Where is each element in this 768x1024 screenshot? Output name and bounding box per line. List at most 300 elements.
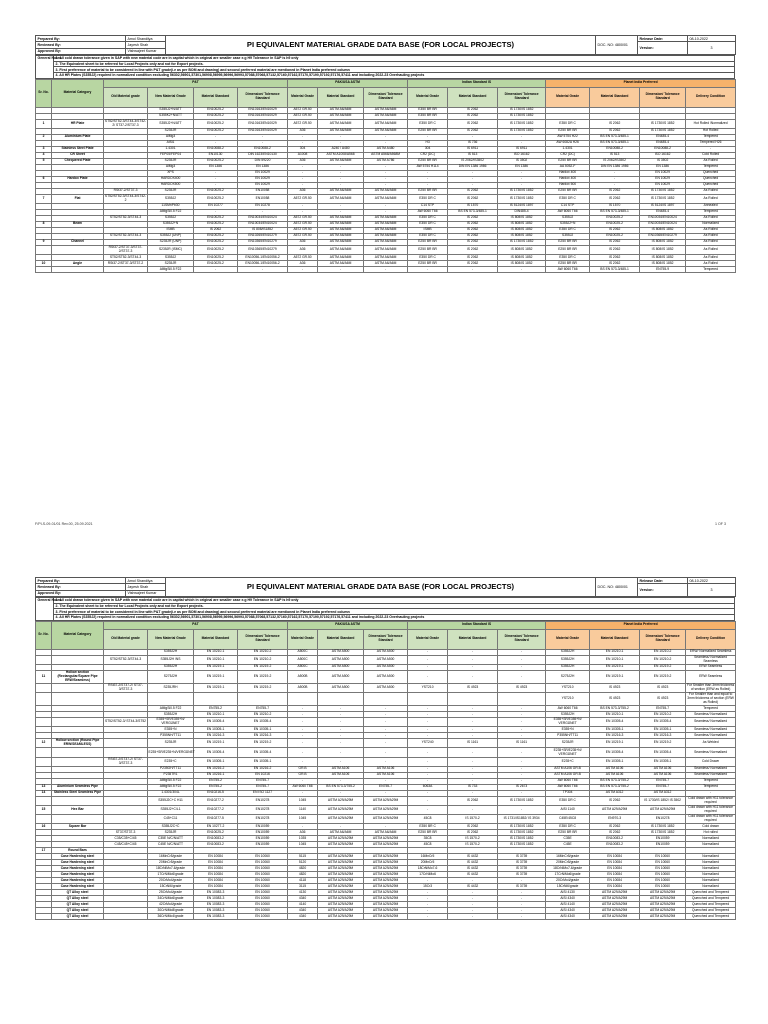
cell-delivery-condition: Hot rolled (686, 830, 736, 836)
cell-new-grade: 30CrNiMo8/grade (148, 908, 194, 914)
cell-astm-dim: ASTM A6/A6M (364, 233, 408, 239)
cell-astm-standard: ASTM A29/A29M (318, 842, 364, 848)
cell-dim-tolerance: EN755-7 (238, 706, 288, 712)
cell-astm-grade: A36 (288, 830, 318, 836)
release-date-label: Release Date: (638, 36, 688, 42)
note-2: 2. The Equivalent sheet to be referred for Local Projects only and not for Export projects. (54, 603, 735, 609)
cell-new-grade: S235JR (ISMC) (148, 245, 194, 254)
cell-new-grade: AlMgSi0.5 F22 (148, 778, 194, 784)
cell-category (52, 693, 104, 706)
cell-category (52, 748, 104, 757)
cell-pil-standard: EN 10219-1 (590, 664, 640, 670)
cell-is-standard: IS 2062 (448, 194, 498, 203)
cell-is-grade: - (408, 878, 448, 884)
release-date-value: 08-10-2022 (688, 36, 736, 42)
cell-material-standard: EN10025-2 (194, 113, 238, 119)
cell-is-dim: IS 3502 (498, 158, 546, 164)
cell-new-grade: S355J2+C/L1 (148, 806, 194, 815)
cell-pil-dim: EN 10029 (640, 176, 686, 182)
cell-old-grade (104, 815, 148, 824)
cell-is-dim: - (498, 727, 546, 733)
cell-is-standard: - (448, 267, 498, 273)
col-is-dim: Dimension/ Tolerance Standard (498, 629, 546, 649)
cell-delivery-condition: Tempered (686, 778, 736, 784)
cell-is-grade: E250 BR BR (408, 239, 448, 245)
cell-is-standard: IS 2062 (448, 245, 498, 254)
cell-sr-no (36, 683, 52, 692)
cell-astm-grade: - (288, 712, 318, 718)
cell-sr-no: 5 (36, 158, 52, 164)
cell-sr-no: 8 (36, 221, 52, 227)
cell-pil-standard: IS 4923 (590, 683, 640, 692)
cell-is-standard: IS 1570-2 (448, 842, 498, 848)
cell-astm-standard: BS EN 573-3/755-2 (318, 784, 364, 790)
cell-astm-dim: - (364, 209, 408, 215)
cell-pil-dim: EN 10219-2 (640, 739, 686, 748)
cell-pil-grade: Hardox 400 (546, 170, 590, 176)
cell-astm-dim: ASTM A29/A29M (364, 854, 408, 860)
cell-material-standard: EN10025-2 (194, 239, 238, 245)
cell-new-grade: S355J2+N/ATT (148, 119, 194, 128)
cell-pil-standard: EN 10084 (590, 872, 640, 878)
cell-is-standard: IS 2062 (448, 239, 498, 245)
cell-sr-no: 9 (36, 239, 52, 245)
cell-category: Stainless Steel Plate (52, 146, 104, 152)
table-row (36, 748, 736, 757)
col-delivery: Delivery Condition (686, 87, 736, 107)
cell-dim-tolerance: EN10365/EN10279 (238, 245, 288, 254)
cell-astm-grade: - (288, 824, 318, 830)
cell-astm-standard: ASTM A6/A6M (318, 233, 364, 239)
cell-is-standard: IS 2062 (448, 796, 498, 805)
version-label: Version: (638, 584, 688, 597)
cell-new-grade: 25CrMo4/grade (148, 890, 194, 896)
cell-pil-standard: ASTM A29/A29M (590, 896, 640, 902)
cell-old-grade: RSt37-2/ST37-3/ST37-2 (104, 261, 148, 267)
cell-is-dim: - (498, 748, 546, 757)
cell-pil-standard: EN 10305-1 (590, 757, 640, 766)
cell-astm-standard: A240 / A480 (318, 146, 364, 152)
col-pil-dim: Dimension/ Tolerance Standard (640, 629, 686, 649)
cell-delivery-condition: Seamless/ Normalized (686, 772, 736, 778)
cell-material-standard: EN755-2 (194, 706, 238, 712)
cell-astm-grade: - (288, 733, 318, 739)
cell-is-grade: - (408, 796, 448, 805)
cell-astm-grade: 3115 (288, 884, 318, 890)
prepared-by-label: Prepared By: (36, 36, 126, 42)
cell-is-grade: E250 BR BR (408, 245, 448, 254)
cell-category: Angle (52, 261, 104, 267)
cell-dim-tolerance: EN 10060 (238, 896, 288, 902)
cell-astm-grade: A36 (288, 158, 318, 164)
cell-dim-tolerance: EN 10210-2 (238, 655, 288, 664)
cell-new-grade: S235JRH (148, 683, 194, 692)
cell-category: Hollow section (Rectangular/Square Pipe ERW/Seamless) (52, 670, 104, 683)
cell-pil-dim: EN755-7 (640, 706, 686, 712)
cell-astm-grade: A36 (288, 245, 318, 254)
cell-delivery-condition: Normalized (686, 872, 736, 878)
cell-old-grade: ST52/ST52-3/ST44-3 (104, 255, 148, 261)
cell-dim-tolerance: - (238, 267, 288, 273)
cell-pil-standard: BS EN 573-3/485-1 (590, 134, 640, 140)
table-row (36, 670, 736, 683)
cell-astm-standard: ASTM A500 (318, 664, 364, 670)
cell-is-dim: IS 1730/IS 1852 (498, 128, 546, 134)
col-is-standard: Material Standard (448, 629, 498, 649)
cell-delivery-condition: Seamless/ Normalized (686, 733, 736, 739)
cell-is-standard: IS 6911 (448, 146, 498, 152)
cell-astm-standard: - (318, 176, 364, 182)
cell-is-standard: IS 2062/IS3502 (448, 158, 498, 164)
cell-astm-standard: - (318, 790, 364, 796)
col-sr-no: Sr. No. (36, 621, 52, 649)
cell-astm-standard: ASTM A29/A29M (318, 884, 364, 890)
cell-new-grade: S355J2C+C H11 (148, 796, 194, 805)
note-1: 1. All cold drawn tolerance given in SAP with new material code are in capital which in original are smaller case e.g H9 Tolerance in SAP is h9 only (54, 56, 735, 62)
cell-material-standard: - (194, 182, 238, 188)
cell-pil-grade: E350 DR C (546, 796, 590, 805)
group-is: Indian Standard IS (408, 621, 546, 629)
table-row (36, 739, 736, 748)
cell-category: Chequered Plate (52, 158, 104, 164)
cell-is-grade: E250 BR BR (408, 830, 448, 836)
cell-astm-dim: ASTM A29/A29M (364, 872, 408, 878)
cell-pil-standard: EN970-3 (590, 815, 640, 824)
cell-astm-grade: A500B (288, 683, 318, 692)
cell-astm-grade: A572 GR.50 (288, 107, 318, 113)
cell-pil-grade: AISI 4340 (546, 914, 590, 920)
cell-pil-grade: AISI 4130 (546, 890, 590, 896)
cell-delivery-condition: - (686, 790, 736, 796)
cell-new-grade: 18CrNiMo7-6/grade (148, 866, 194, 872)
cell-is-grade: E350 DR C (408, 221, 448, 227)
cell-is-dim (498, 693, 546, 706)
cell-is-dim: IS 1730/IS 1852 (498, 113, 546, 119)
cell-astm-standard: ASTM A6/A6M (318, 239, 364, 245)
cell-material-standard: EN10216-5 (194, 790, 238, 796)
note-4: 4. All HR Plates (S355J2) required in normalized condition excluding 56302,56901,57301,56908,56995,56996,56993,57088,57068,57132,57160,57162,57170,57190,57192,57176,57411 and including 2022-23 Overhauling projects (54, 614, 735, 620)
note-2: 2. The Equivalent sheet to be referred for Local Projects only and not for Export projects. (54, 61, 735, 67)
cell-material-standard: EN 10216-1 (194, 772, 238, 778)
cell-category: QT Alloy steel (52, 902, 104, 908)
cell-pil-standard: EN 10216-3 (590, 733, 640, 739)
cell-new-grade: 11SMnPb30 (148, 203, 194, 209)
cell-delivery-condition: As Rolled (686, 194, 736, 203)
col-material-category: Material Category (52, 621, 104, 649)
cell-is-grade: E250 BR BR (408, 128, 448, 134)
cell-pil-dim: EN755-7 (640, 778, 686, 784)
cell-astm-grade: A500C (288, 664, 318, 670)
cell-is-dim: IS 4923 (498, 683, 546, 692)
cell-pil-standard: IS 2062 (590, 255, 640, 261)
cell-astm-standard: ASTM A29/A29M (318, 860, 364, 866)
cell-is-dim: IS 2673 (498, 784, 546, 790)
cell-new-grade: S355J2 (148, 194, 194, 203)
cell-astm-grade: - (288, 164, 318, 170)
cell-pil-standard: EN10088-2 (590, 146, 640, 152)
cell-pil-dim: EN 10060 (640, 884, 686, 890)
cell-astm-standard: ASTM A6/A6M (318, 261, 364, 267)
cell-astm-standard: - (318, 727, 364, 733)
cell-astm-grade: A572 GR.50 (288, 194, 318, 203)
cell-pil-standard: EN 10210-1 (590, 649, 640, 655)
cell-delivery-condition: As Rolled (686, 188, 736, 194)
cell-sr-no: 17 (36, 848, 52, 854)
cell-category: QT Alloy steel (52, 908, 104, 914)
cell-category: Case Hardening steel (52, 866, 104, 872)
cell-is-standard: - (448, 914, 498, 920)
cell-category: Flat (52, 194, 104, 203)
cell-is-dim: IS 808/IS 1852 (498, 261, 546, 267)
cell-astm-dim: - (364, 727, 408, 733)
cell-pil-grade: E250 BR BR (546, 158, 590, 164)
cell-new-grade: 42CrMo4/grade (148, 902, 194, 908)
cell-material-standard: EN10277-5 (194, 815, 238, 824)
cell-material-standard: - (194, 134, 238, 140)
cell-pil-grade: E350 DR C (546, 119, 590, 128)
table-row (36, 267, 736, 273)
cell-is-standard: - (448, 766, 498, 772)
cell-dim-tolerance: EN10056-1/EN10056-2 (238, 255, 288, 261)
cell-astm-grade: - (288, 182, 318, 188)
cell-is-grade: - (408, 733, 448, 739)
cell-material-standard: EN 10216-3 (194, 733, 238, 739)
cell-dim-tolerance: EN10365/EN10279 (238, 239, 288, 245)
cell-old-grade: ST52/ST52-3/ ST44-3/ST52 (104, 718, 148, 727)
cell-is-dim: - (498, 134, 546, 140)
cell-new-grade: AlMg3 (148, 164, 194, 170)
cell-astm-grade: A36 (288, 188, 318, 194)
cell-is-standard: IS 1570-2 (448, 836, 498, 842)
cell-pil-standard: EN 10219-1 (590, 739, 640, 748)
cell-astm-standard: ASTM A29/A29M (318, 815, 364, 824)
cell-sr-no (36, 796, 52, 805)
cell-delivery-condition: Tempered (686, 784, 736, 790)
cell-pil-dim: EN485-4 (640, 134, 686, 140)
cell-astm-standard: ASTM A500 (318, 649, 364, 655)
cell-astm-standard: - (318, 170, 364, 176)
cell-astm-dim: ASTM A6/A6M (364, 119, 408, 128)
cell-dim-tolerance: EN 10060 (238, 884, 288, 890)
cell-astm-standard: - (318, 209, 364, 215)
cell-new-grade: S355J2H /NS (148, 655, 194, 664)
cell-is-dim: - (498, 772, 546, 778)
cell-new-grade: 1.4301 (148, 146, 194, 152)
cell-is-dim: IS 808/IS 1852 (498, 215, 546, 221)
cell-sr-no: 16 (36, 824, 52, 830)
cell-dim-tolerance: EN10059 (238, 824, 288, 830)
cell-astm-grade: AW 6060 T66 (288, 784, 318, 790)
cell-new-grade: FEP05/FEP04 (148, 152, 194, 158)
cell-is-grade: 20MnCr5 (408, 860, 448, 866)
cell-delivery-condition: Seamless/ Normalized (686, 712, 736, 718)
cell-material-standard: EN 10084 (194, 860, 238, 866)
cell-new-grade: P235GH/TT11 (148, 766, 194, 772)
cell-astm-standard: - (318, 718, 364, 727)
cell-old-grade: ST52/ST52-3/ST44-3/ST42-2/ ST37-2/ST37-3 (104, 118, 147, 127)
cell-astm-dim: ASTM A29/A29M (364, 815, 408, 824)
cell-pil-grade: E350 DR C (546, 194, 590, 203)
cell-dim-tolerance: EN 10305-1 (238, 757, 288, 766)
cell-dim-tolerance: EN 10305-4 (238, 718, 288, 727)
cell-astm-dim: ASTM A29/A29M (364, 890, 408, 896)
cell-pil-grade: S275J2H (546, 670, 590, 683)
cell-pil-dim: ASTM A106 (640, 772, 686, 778)
cell-astm-standard: ASTM A6/A6M (318, 158, 364, 164)
cell-material-standard: EN10025-2 (194, 221, 238, 227)
cell-material-standard: EN 10216-2 (194, 766, 238, 772)
version-label: Version: (638, 42, 688, 55)
cell-old-grade (104, 796, 148, 805)
cell-material-standard: EN 1386 (194, 164, 238, 170)
cell-dim-tolerance: EN 10210-2 (238, 649, 288, 655)
cell-pil-grade: S355J2H (546, 664, 590, 670)
cell-delivery-condition: Cold drawn with H11 tolerance required (686, 806, 736, 815)
cell-pil-standard: EN 10210-1 (590, 712, 640, 718)
cell-new-grade: AlMgSi0.5 F22 (148, 267, 194, 273)
cell-category (52, 655, 104, 664)
cell-is-standard: - (448, 670, 498, 683)
cell-astm-dim: - (364, 757, 408, 766)
approved-by-value: Vishwajeet Kumar (126, 590, 166, 596)
cell-pil-standard: IS 2062 (590, 188, 640, 194)
cell-pil-dim: EN 10219-2 (640, 670, 686, 683)
cell-material-standard: EN10025-2 (194, 107, 238, 113)
cell-delivery-condition: Cold drawn with H11 tolerance required (686, 796, 736, 805)
cell-is-grade: - (408, 718, 448, 727)
cell-astm-dim: ASTM A500 (364, 655, 408, 664)
cell-pil-grade: C14 STP (546, 203, 590, 209)
cell-astm-standard: ASTM A29/A29M (318, 854, 364, 860)
cell-astm-grade: - (288, 176, 318, 182)
cell-old-grade (104, 739, 148, 748)
cell-is-dim: - (498, 664, 546, 670)
cell-astm-dim: - (364, 267, 408, 273)
cell-pil-dim: EN 10029 (640, 170, 686, 176)
note-3: 3. First preference of material to be considered in line with P&T grade(i.e as per BOM and drawing) and second preferred material are mentioned in Planet India preferred column (54, 609, 735, 615)
note-1: 1. All cold drawn tolerance given in SAP with new material code are in capital which in original are smaller case e.g H9 Tolerance in SAP is h9 only (54, 598, 735, 604)
cell-pil-grade: E250 BR BR (546, 239, 590, 245)
cell-dim-tolerance: EN 10029 (238, 182, 288, 188)
cell-is-dim: - (498, 896, 546, 902)
cell-pil-dim: IS 1730/IS 1852 (640, 824, 686, 830)
cell-pil-standard: IS 2062 (590, 830, 640, 836)
cell-pil-dim: EN485-4 (640, 140, 686, 146)
cell-astm-grade: A500C (288, 649, 318, 655)
prepared-by-value: Amol Shandilya (126, 36, 166, 42)
cell-pil-dim: EN 10305-4 (640, 748, 686, 757)
cell-astm-standard: ASTM A500 (318, 655, 364, 664)
cell-pil-grade: AISI 1140 (546, 806, 590, 815)
cell-delivery-condition: Quenched and Tempered (686, 890, 736, 896)
cell-astm-standard: ASTM A6/A6M (318, 215, 364, 221)
cell-astm-grade: GR.B (288, 766, 318, 772)
cell-is-grade: - (408, 914, 448, 920)
cell-astm-grade: A572 GR.50 (288, 255, 318, 261)
group-pt: P&T (104, 79, 288, 87)
cell-is-dim: IS 6911 (498, 146, 546, 152)
col-pil-standard: Material Standard (590, 87, 640, 107)
cell-is-grade: E350 DR C (408, 255, 448, 261)
cell-is-dim: IS 3739 (498, 884, 546, 890)
cell-material-standard: - (194, 170, 238, 176)
cell-old-grade: RSt37-2/ST37-2/ ST37-3/ST37-3 (104, 757, 148, 766)
cell-dim-tolerance: EN10034/EN10024 (238, 215, 288, 221)
footer-form-number: F/PI-S-09-01/01 Rev.00, 25.09.2021 (35, 522, 93, 526)
cell-is-standard: IS 4432 (448, 866, 498, 872)
cell-dim-tolerance: EN10056-1/EN10056-2 (238, 261, 288, 267)
cell-pil-standard: EN 10084 (590, 854, 640, 860)
cell-is-grade: - (408, 649, 448, 655)
approved-by-label: Approved By: (36, 48, 126, 54)
cell-astm-dim: ASTM A29/A29M (364, 796, 408, 805)
cell-pil-standard: EN 10084 (590, 878, 640, 884)
cell-is-dim: IS 808/IS 1852 (498, 255, 546, 261)
cell-delivery-condition: Normalized (686, 884, 736, 890)
cell-pil-dim: EN10059 (640, 836, 686, 842)
cell-is-grade: - (408, 170, 448, 176)
cell-pil-grade: AW 6060 T66 (546, 778, 590, 784)
doc-number: DOC. NO: 4800/01 (596, 578, 638, 597)
prepared-by-label: Prepared By: (36, 578, 126, 584)
cell-is-grade: - (408, 757, 448, 766)
table-row (36, 757, 736, 766)
cell-astm-grade: 4820 (288, 872, 318, 878)
cell-pil-standard: ASTM A29/A29M (590, 914, 640, 920)
cell-dim-tolerance: EN10265/EN10279 (238, 233, 288, 239)
cell-pil-standard: - (590, 176, 640, 182)
cell-is-dim: IS 1730/IS 1852 (498, 824, 546, 830)
cell-new-grade: C45+C11 (148, 815, 194, 824)
cell-dim-tolerance: EN 10060 (238, 878, 288, 884)
cell-astm-grade: A572 GR.50 (288, 227, 318, 233)
cell-astm-grade: - (288, 134, 318, 140)
cell-pil-standard: IS 513 (590, 152, 640, 158)
col-material-category: Material Category (52, 79, 104, 107)
cell-is-grade: - (408, 778, 448, 784)
cell-category: Round Bars (52, 848, 104, 854)
cell-is-dim: EN 1386 (498, 164, 546, 170)
cell-pil-standard: BS EN 573-3/485-1 (590, 140, 640, 146)
cell-delivery-condition: Tempered (686, 706, 736, 712)
col-material-standard: Material Standard (194, 629, 238, 649)
cell-pil-dim: ASTM A29/A29M (640, 806, 686, 815)
cell-old-grade (104, 806, 148, 815)
cell-old-grade: ST52/ST52-3/ST44-3/ST42-2 (104, 193, 147, 202)
cell-astm-dim: ASTM A29/A29M (364, 836, 408, 842)
document-title: PI EQUIVALENT MATERIAL GRADE DATA BASE (FOR LOCAL PROJECTS) (166, 578, 596, 597)
cell-pil-dim: EN10278 (640, 815, 686, 824)
cell-astm-dim: ASTM A480 (364, 146, 408, 152)
cell-is-standard: - (448, 733, 498, 739)
cell-dim-tolerance: - (238, 140, 288, 146)
col-is-grade: Material Grade (408, 87, 448, 107)
col-astm-grade: Material Grade (288, 629, 318, 649)
cell-pil-grade: AW 5754 H22 (546, 134, 590, 140)
cell-is-dim: IS 808/IS 1852 (498, 227, 546, 233)
cell-is-standard: IS 4432 (448, 872, 498, 878)
col-astm-dim: Dimension/ Tolerance Standard (364, 629, 408, 649)
cell-astm-standard: ASTM A6/A6M (318, 113, 364, 119)
cell-old-grade: ST52/ST52-3/ST44-3 (104, 655, 148, 664)
cell-pil-standard: IS 2062 (590, 261, 640, 267)
cell-is-grade: YST210 (408, 683, 448, 692)
cell-delivery-condition: Cold drawn with H11 tolerance required (686, 815, 736, 824)
cell-astm-dim: ASTM A29/A29M (364, 878, 408, 884)
cell-old-grade: RSt37-2/ST37-2/ ST37-3/ST37-3 (104, 683, 148, 692)
cell-new-grade: S235JR (148, 830, 194, 836)
cell-delivery-condition: Hot Rolled /Normalized (686, 119, 736, 128)
